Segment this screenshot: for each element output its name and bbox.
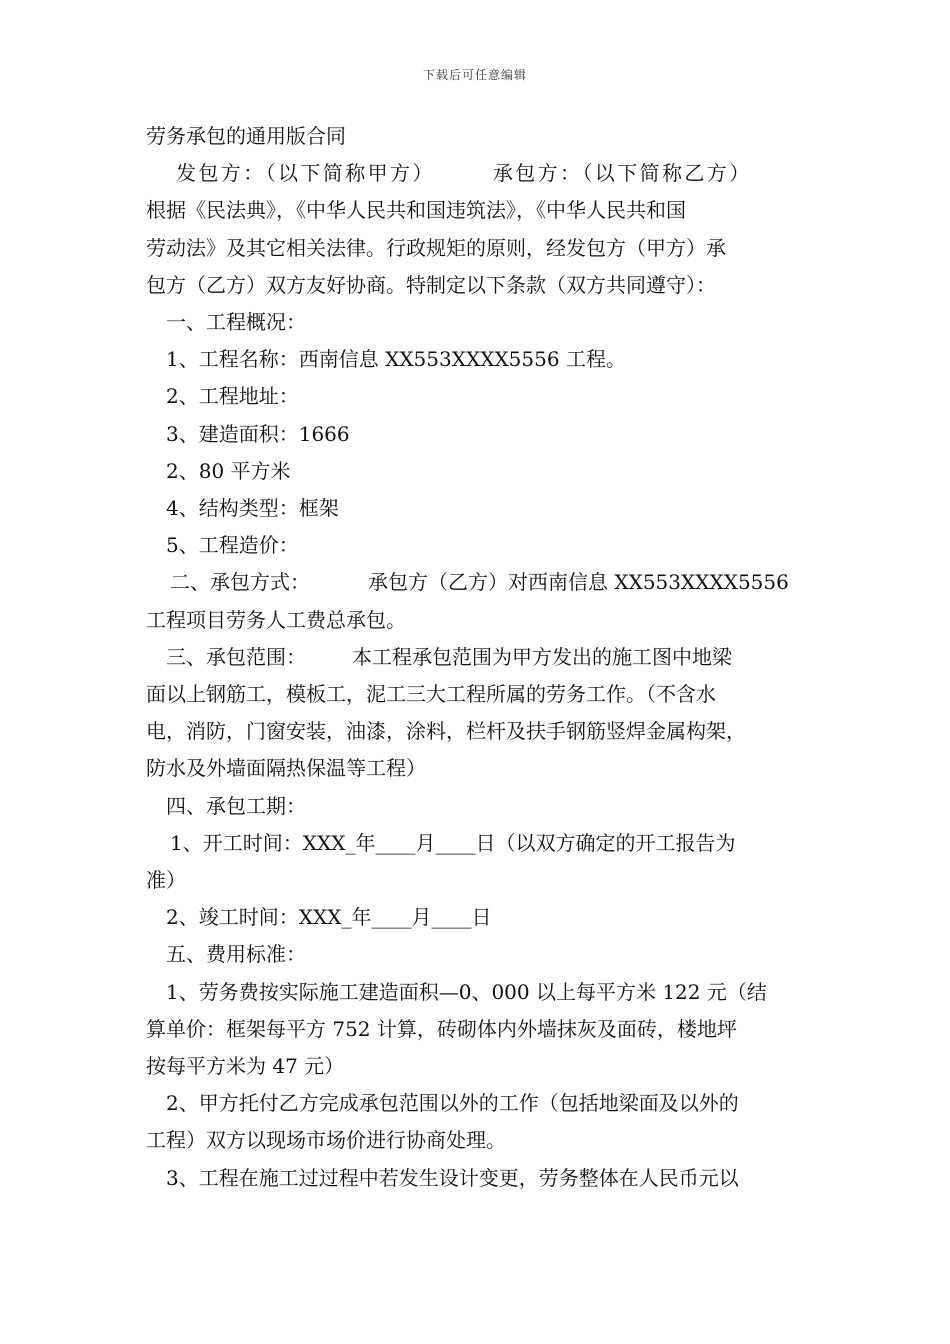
section1-heading: 一、工程概况： (166, 310, 306, 335)
intro-line-1: 根据《民法典》，《中华人民共和国违筑法》，《中华人民共和国 (146, 198, 686, 223)
section5-line-2: 算单价：框架每平方 752 计算，砖砌体内外墙抹灰及面砖，楼地坪 (146, 1016, 737, 1041)
intro-line-3: 包方（乙方）双方友好协商。特制定以下条款（双方共同遵守）： (146, 272, 716, 297)
section1-item-5: 4、结构类型：框架 (166, 496, 339, 521)
section3-text-line-4: 防水及外墙面隔热保温等工程） (146, 756, 426, 781)
section4-end-time: 2、竣工时间：XXX_年____月____日 (166, 905, 492, 930)
parties-line (146, 155, 826, 192)
header-note: 下载后可任意编辑 (422, 68, 527, 82)
section1-item-1: 1、工程名称：西南信息 XX553XXXX5556 工程。 (166, 347, 626, 372)
section5-heading: 五、费用标准： (166, 942, 306, 967)
section3-text: 本工程承包范围为甲方发出的施工图中地梁 (352, 644, 732, 669)
section2-text-rest: 工程项目劳务人工费总承包。 (146, 607, 406, 632)
section3-first-line (146, 639, 826, 676)
section3-text-line-3: 电，消防，门窗安装，油漆，涂料，栏杆及扶手钢筋竖焊金属构架， (146, 719, 746, 744)
section3-text-line-2: 面以上钢筋工，模板工，泥工三大工程所属的劳务工作。（不含水 (146, 682, 716, 707)
section5-line-6: 3、工程在施工过过程中若发生设计变更，劳务整体在人民币元以 (166, 1165, 739, 1190)
section5-line-4: 2、甲方托付乙方完成承包范围以外的工作（包括地梁面及以外的 (166, 1091, 739, 1116)
party-b: 承包方：（以下简称乙方） (492, 161, 752, 186)
section4-start-time: 1、开工时间：XXX_年____月____日（以双方确定的开工报告为 (170, 830, 736, 855)
section2-text: 承包方（乙方）对西南信息 XX553XXXX5556 (368, 570, 789, 595)
section4-start-time-rest: 准） (146, 868, 186, 893)
section5-line-1: 1、劳务费按实际施工建造面积—0、000 以上每平方米 122 元（结 (166, 979, 767, 1004)
section1-item-4: 2、80 平方米 (166, 458, 291, 483)
intro-line-2: 劳动法》及其它相关法律。行政规矩的原则，经发包方（甲方）承 (146, 235, 726, 260)
party-a: 发包方：（以下简称甲方） (176, 161, 435, 186)
document-body (146, 118, 826, 1197)
document-title: 劳务承包的通用版合同 (146, 124, 346, 148)
section3-heading: 三、承包范围： (166, 644, 306, 669)
section1-item-6: 5、工程造价： (166, 533, 299, 558)
section2-heading: 二、承包方式： (170, 570, 310, 595)
section4-heading: 四、承包工期： (166, 793, 306, 818)
section1-item-3: 3、建造面积：1666 (166, 421, 350, 446)
section1-item-2: 2、工程地址： (166, 384, 299, 409)
section5-line-3: 按每平方米为 47 元） (146, 1054, 345, 1079)
section2-first-line (146, 564, 826, 601)
section5-line-5: 工程）双方以现场市场价进行协商处理。 (146, 1128, 506, 1153)
